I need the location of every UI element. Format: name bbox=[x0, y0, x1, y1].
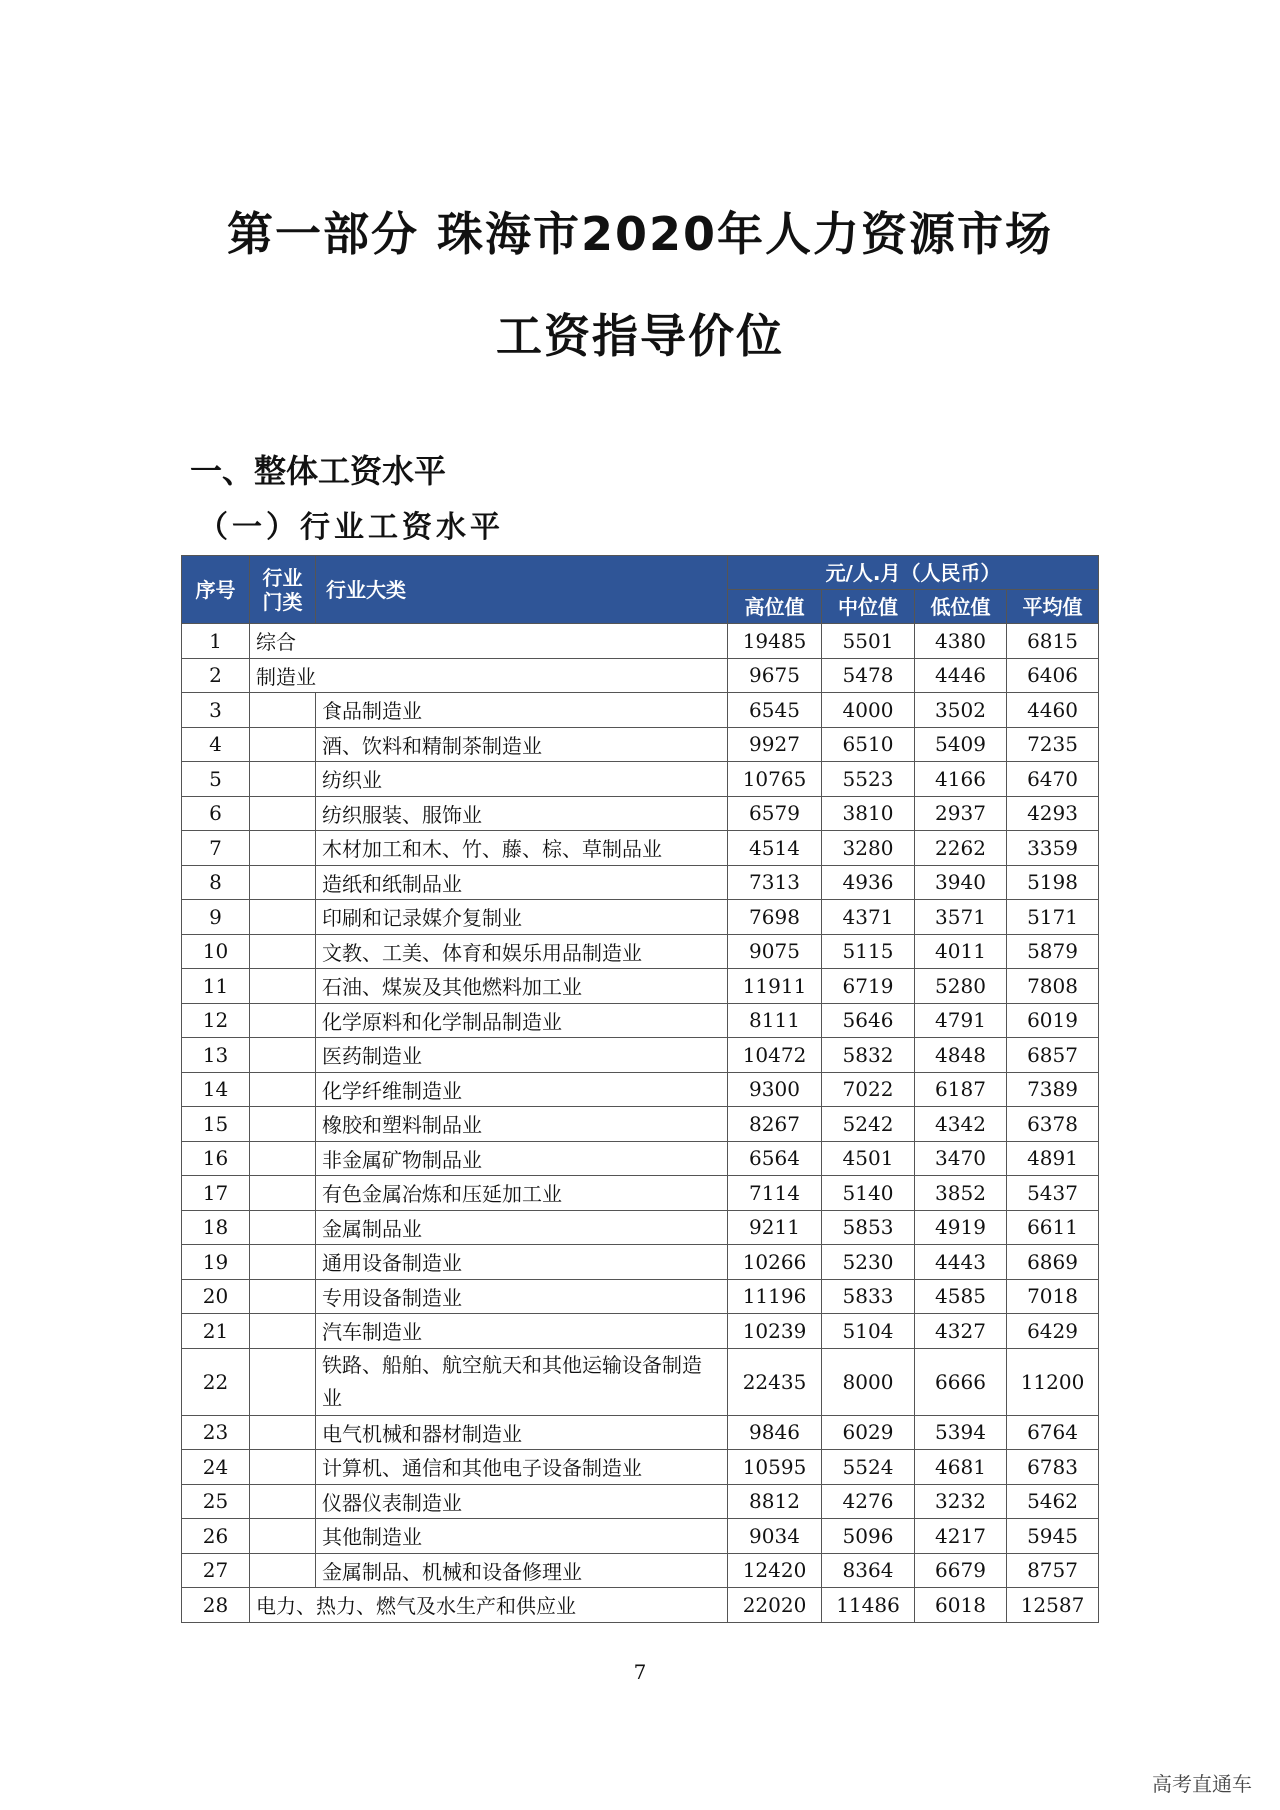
cell-mid: 5140 bbox=[822, 1176, 915, 1211]
table-row bbox=[182, 693, 1099, 728]
cell-avg: 5171 bbox=[1007, 900, 1099, 935]
cell-avg: 6857 bbox=[1007, 1038, 1099, 1073]
cell-mid: 8000 bbox=[822, 1348, 915, 1415]
cell-avg: 4891 bbox=[1007, 1141, 1099, 1176]
cell-low: 3232 bbox=[915, 1484, 1007, 1519]
cell-avg: 6611 bbox=[1007, 1210, 1099, 1245]
section-heading: 一、整体工资水平 bbox=[190, 452, 447, 490]
header-unit: 元/人.月（人民币） bbox=[728, 556, 1099, 590]
cell-high: 6579 bbox=[728, 796, 822, 831]
cell-mid: 5646 bbox=[822, 1003, 915, 1038]
header-high: 高位值 bbox=[728, 590, 822, 624]
table-row bbox=[182, 1553, 1099, 1588]
cell-low: 4791 bbox=[915, 1003, 1007, 1038]
cell-major: 化学原料和化学制品制造业 bbox=[316, 1003, 728, 1038]
cell-mid: 5104 bbox=[822, 1314, 915, 1349]
cell-high: 11911 bbox=[728, 969, 822, 1004]
cell-category bbox=[250, 1038, 316, 1073]
table-row bbox=[182, 1314, 1099, 1349]
cell-low: 4166 bbox=[915, 762, 1007, 797]
cell-high: 7698 bbox=[728, 900, 822, 935]
cell-mid: 3280 bbox=[822, 831, 915, 866]
cell-low: 5280 bbox=[915, 969, 1007, 1004]
cell-no: 20 bbox=[182, 1279, 250, 1314]
cell-avg: 6378 bbox=[1007, 1107, 1099, 1142]
cell-high: 9300 bbox=[728, 1072, 822, 1107]
header-mid: 中位值 bbox=[822, 590, 915, 624]
cell-mid: 4276 bbox=[822, 1484, 915, 1519]
cell-low: 5409 bbox=[915, 727, 1007, 762]
table-row bbox=[182, 831, 1099, 866]
cell-no: 16 bbox=[182, 1141, 250, 1176]
cell-low: 4681 bbox=[915, 1450, 1007, 1485]
cell-high: 7313 bbox=[728, 865, 822, 900]
cell-major: 石油、煤炭及其他燃料加工业 bbox=[316, 969, 728, 1004]
cell-low: 3852 bbox=[915, 1176, 1007, 1211]
cell-major: 纺织业 bbox=[316, 762, 728, 797]
table-row bbox=[182, 1279, 1099, 1314]
cell-mid: 4936 bbox=[822, 865, 915, 900]
header-avg: 平均值 bbox=[1007, 590, 1099, 624]
cell-no: 12 bbox=[182, 1003, 250, 1038]
cell-high: 6545 bbox=[728, 693, 822, 728]
subsection-heading: （一）行业工资水平 bbox=[198, 510, 504, 545]
cell-avg: 5945 bbox=[1007, 1519, 1099, 1554]
cell-avg: 6764 bbox=[1007, 1415, 1099, 1450]
cell-no: 6 bbox=[182, 796, 250, 831]
cell-low: 4446 bbox=[915, 658, 1007, 693]
table-row bbox=[182, 1210, 1099, 1245]
cell-low: 4327 bbox=[915, 1314, 1007, 1349]
cell-low: 4443 bbox=[915, 1245, 1007, 1280]
cell-avg: 5462 bbox=[1007, 1484, 1099, 1519]
header-category-line1: 行业 bbox=[262, 565, 303, 590]
cell-low: 3571 bbox=[915, 900, 1007, 935]
cell-mid: 3810 bbox=[822, 796, 915, 831]
cell-low: 4011 bbox=[915, 934, 1007, 969]
cell-high: 10266 bbox=[728, 1245, 822, 1280]
cell-high: 8267 bbox=[728, 1107, 822, 1142]
cell-major: 计算机、通信和其他电子设备制造业 bbox=[316, 1450, 728, 1485]
cell-category bbox=[250, 1279, 316, 1314]
cell-mid: 6029 bbox=[822, 1415, 915, 1450]
cell-no: 17 bbox=[182, 1176, 250, 1211]
cell-mid: 4501 bbox=[822, 1141, 915, 1176]
cell-category bbox=[250, 831, 316, 866]
cell-avg: 6429 bbox=[1007, 1314, 1099, 1349]
cell-no: 10 bbox=[182, 934, 250, 969]
table-row bbox=[182, 934, 1099, 969]
cell-no: 19 bbox=[182, 1245, 250, 1280]
cell-no: 24 bbox=[182, 1450, 250, 1485]
table-row bbox=[182, 900, 1099, 935]
cell-major: 纺织服装、服饰业 bbox=[316, 796, 728, 831]
cell-major: 铁路、船舶、航空航天和其他运输设备制造业 bbox=[316, 1348, 728, 1415]
cell-low: 4380 bbox=[915, 624, 1007, 659]
cell-category bbox=[250, 693, 316, 728]
cell-major: 造纸和纸制品业 bbox=[316, 865, 728, 900]
cell-major: 金属制品业 bbox=[316, 1210, 728, 1245]
header-category-line2: 门类 bbox=[262, 589, 303, 614]
cell-no: 7 bbox=[182, 831, 250, 866]
cell-major: 化学纤维制造业 bbox=[316, 1072, 728, 1107]
cell-major: 通用设备制造业 bbox=[316, 1245, 728, 1280]
table-row bbox=[182, 658, 1099, 693]
cell-major: 印刷和记录媒介复制业 bbox=[316, 900, 728, 935]
cell-mid: 5478 bbox=[822, 658, 915, 693]
cell-mid: 5853 bbox=[822, 1210, 915, 1245]
cell-low: 4919 bbox=[915, 1210, 1007, 1245]
cell-avg: 6815 bbox=[1007, 624, 1099, 659]
cell-mid: 5832 bbox=[822, 1038, 915, 1073]
cell-mid: 5833 bbox=[822, 1279, 915, 1314]
header-low: 低位值 bbox=[915, 590, 1007, 624]
cell-low: 6679 bbox=[915, 1553, 1007, 1588]
cell-mid: 5115 bbox=[822, 934, 915, 969]
cell-category bbox=[250, 762, 316, 797]
cell-no: 28 bbox=[182, 1588, 250, 1623]
table-row bbox=[182, 1038, 1099, 1073]
cell-low: 4585 bbox=[915, 1279, 1007, 1314]
cell-no: 27 bbox=[182, 1553, 250, 1588]
cell-high: 9075 bbox=[728, 934, 822, 969]
cell-category bbox=[250, 1450, 316, 1485]
cell-avg: 7808 bbox=[1007, 969, 1099, 1004]
cell-mid: 8364 bbox=[822, 1553, 915, 1588]
table-row bbox=[182, 624, 1099, 659]
cell-category bbox=[250, 1072, 316, 1107]
cell-category bbox=[250, 934, 316, 969]
page-number: 7 bbox=[633, 1660, 647, 1684]
cell-category bbox=[250, 865, 316, 900]
cell-high: 9034 bbox=[728, 1519, 822, 1554]
cell-mid: 4371 bbox=[822, 900, 915, 935]
cell-no: 8 bbox=[182, 865, 250, 900]
cell-high: 22020 bbox=[728, 1588, 822, 1623]
table-row bbox=[182, 1003, 1099, 1038]
cell-category bbox=[250, 1415, 316, 1450]
cell-mid: 5524 bbox=[822, 1450, 915, 1485]
cell-mid: 6719 bbox=[822, 969, 915, 1004]
cell-category bbox=[250, 1348, 316, 1415]
cell-high: 6564 bbox=[728, 1141, 822, 1176]
cell-avg: 5437 bbox=[1007, 1176, 1099, 1211]
document-title-line-1: 第一部分 珠海市2020年人力资源市场 bbox=[226, 207, 1054, 261]
cell-low: 3470 bbox=[915, 1141, 1007, 1176]
cell-avg: 6470 bbox=[1007, 762, 1099, 797]
cell-major: 文教、工美、体育和娱乐用品制造业 bbox=[316, 934, 728, 969]
cell-high: 9927 bbox=[728, 727, 822, 762]
cell-avg: 7235 bbox=[1007, 727, 1099, 762]
cell-no: 5 bbox=[182, 762, 250, 797]
cell-category bbox=[250, 1107, 316, 1142]
cell-no: 18 bbox=[182, 1210, 250, 1245]
cell-no: 23 bbox=[182, 1415, 250, 1450]
cell-major: 金属制品、机械和设备修理业 bbox=[316, 1553, 728, 1588]
cell-high: 9846 bbox=[728, 1415, 822, 1450]
cell-major: 橡胶和塑料制品业 bbox=[316, 1107, 728, 1142]
cell-low: 6666 bbox=[915, 1348, 1007, 1415]
cell-major: 医药制造业 bbox=[316, 1038, 728, 1073]
cell-category bbox=[250, 1484, 316, 1519]
cell-high: 11196 bbox=[728, 1279, 822, 1314]
cell-no: 2 bbox=[182, 658, 250, 693]
cell-major: 非金属矿物制品业 bbox=[316, 1141, 728, 1176]
cell-low: 3940 bbox=[915, 865, 1007, 900]
cell-avg: 11200 bbox=[1007, 1348, 1099, 1415]
cell-major: 酒、饮料和精制茶制造业 bbox=[316, 727, 728, 762]
cell-high: 4514 bbox=[728, 831, 822, 866]
cell-avg: 7018 bbox=[1007, 1279, 1099, 1314]
cell-no: 1 bbox=[182, 624, 250, 659]
cell-category bbox=[250, 969, 316, 1004]
cell-high: 7114 bbox=[728, 1176, 822, 1211]
document-title-line-2: 工资指导价位 bbox=[496, 309, 784, 363]
cell-low: 4217 bbox=[915, 1519, 1007, 1554]
cell-major: 电气机械和器材制造业 bbox=[316, 1415, 728, 1450]
cell-mid: 4000 bbox=[822, 693, 915, 728]
table-row bbox=[182, 969, 1099, 1004]
cell-mid: 5501 bbox=[822, 624, 915, 659]
cell-category bbox=[250, 1141, 316, 1176]
cell-no: 3 bbox=[182, 693, 250, 728]
table-row bbox=[182, 1484, 1099, 1519]
cell-high: 10765 bbox=[728, 762, 822, 797]
cell-no: 9 bbox=[182, 900, 250, 935]
cell-avg: 5879 bbox=[1007, 934, 1099, 969]
cell-avg: 5198 bbox=[1007, 865, 1099, 900]
table-row bbox=[182, 1245, 1099, 1280]
cell-category bbox=[250, 1314, 316, 1349]
industry-wage-table bbox=[181, 555, 1099, 1623]
cell-category bbox=[250, 796, 316, 831]
cell-high: 10472 bbox=[728, 1038, 822, 1073]
cell-avg: 4293 bbox=[1007, 796, 1099, 831]
cell-mid: 7022 bbox=[822, 1072, 915, 1107]
cell-high: 12420 bbox=[728, 1553, 822, 1588]
cell-category bbox=[250, 727, 316, 762]
table-row bbox=[182, 865, 1099, 900]
cell-avg: 6406 bbox=[1007, 658, 1099, 693]
cell-avg: 6869 bbox=[1007, 1245, 1099, 1280]
cell-high: 8812 bbox=[728, 1484, 822, 1519]
table-row bbox=[182, 1141, 1099, 1176]
cell-no: 26 bbox=[182, 1519, 250, 1554]
cell-category bbox=[250, 1210, 316, 1245]
cell-mid: 5242 bbox=[822, 1107, 915, 1142]
table-row bbox=[182, 1588, 1099, 1623]
cell-major: 仪器仪表制造业 bbox=[316, 1484, 728, 1519]
header-no: 序号 bbox=[182, 556, 250, 624]
cell-no: 14 bbox=[182, 1072, 250, 1107]
cell-no: 15 bbox=[182, 1107, 250, 1142]
table-row bbox=[182, 762, 1099, 797]
cell-category bbox=[250, 1553, 316, 1588]
cell-category bbox=[250, 900, 316, 935]
cell-high: 22435 bbox=[728, 1348, 822, 1415]
cell-major: 汽车制造业 bbox=[316, 1314, 728, 1349]
cell-no: 22 bbox=[182, 1348, 250, 1415]
cell-avg: 7389 bbox=[1007, 1072, 1099, 1107]
cell-high: 8111 bbox=[728, 1003, 822, 1038]
table-row bbox=[182, 1176, 1099, 1211]
cell-mid: 5230 bbox=[822, 1245, 915, 1280]
cell-low: 4342 bbox=[915, 1107, 1007, 1142]
cell-mid: 5523 bbox=[822, 762, 915, 797]
cell-mid: 6510 bbox=[822, 727, 915, 762]
cell-high: 9211 bbox=[728, 1210, 822, 1245]
cell-category bbox=[250, 1003, 316, 1038]
cell-high: 19485 bbox=[728, 624, 822, 659]
cell-major: 食品制造业 bbox=[316, 693, 728, 728]
cell-major: 木材加工和木、竹、藤、棕、草制品业 bbox=[316, 831, 728, 866]
cell-mid: 5096 bbox=[822, 1519, 915, 1554]
table-row bbox=[182, 1415, 1099, 1450]
cell-major: 有色金属冶炼和压延加工业 bbox=[316, 1176, 728, 1211]
table-row bbox=[182, 796, 1099, 831]
cell-category bbox=[250, 1245, 316, 1280]
cell-no: 11 bbox=[182, 969, 250, 1004]
cell-avg: 4460 bbox=[1007, 693, 1099, 728]
cell-low: 6187 bbox=[915, 1072, 1007, 1107]
cell-avg: 3359 bbox=[1007, 831, 1099, 866]
table-row bbox=[182, 1450, 1099, 1485]
header-major: 行业大类 bbox=[316, 556, 728, 624]
cell-major: 其他制造业 bbox=[316, 1519, 728, 1554]
cell-no: 13 bbox=[182, 1038, 250, 1073]
cell-low: 6018 bbox=[915, 1588, 1007, 1623]
cell-mid: 11486 bbox=[822, 1588, 915, 1623]
cell-high: 9675 bbox=[728, 658, 822, 693]
cell-high: 10239 bbox=[728, 1314, 822, 1349]
header-category bbox=[250, 556, 316, 624]
cell-major: 专用设备制造业 bbox=[316, 1279, 728, 1314]
cell-category: 制造业 bbox=[250, 658, 728, 693]
cell-avg: 6019 bbox=[1007, 1003, 1099, 1038]
table-row bbox=[182, 1107, 1099, 1142]
table-row bbox=[182, 727, 1099, 762]
cell-low: 4848 bbox=[915, 1038, 1007, 1073]
cell-category: 电力、热力、燃气及水生产和供应业 bbox=[250, 1588, 728, 1623]
cell-avg: 12587 bbox=[1007, 1588, 1099, 1623]
watermark-text: 高考直通车 bbox=[1152, 1772, 1252, 1796]
cell-no: 4 bbox=[182, 727, 250, 762]
cell-avg: 8757 bbox=[1007, 1553, 1099, 1588]
cell-low: 2937 bbox=[915, 796, 1007, 831]
cell-no: 21 bbox=[182, 1314, 250, 1349]
cell-category: 综合 bbox=[250, 624, 728, 659]
table-row bbox=[182, 1519, 1099, 1554]
cell-low: 3502 bbox=[915, 693, 1007, 728]
cell-category bbox=[250, 1176, 316, 1211]
table-row bbox=[182, 1072, 1099, 1107]
cell-category bbox=[250, 1519, 316, 1554]
cell-high: 10595 bbox=[728, 1450, 822, 1485]
cell-no: 25 bbox=[182, 1484, 250, 1519]
table-row bbox=[182, 1348, 1099, 1415]
cell-avg: 6783 bbox=[1007, 1450, 1099, 1485]
cell-low: 5394 bbox=[915, 1415, 1007, 1450]
cell-low: 2262 bbox=[915, 831, 1007, 866]
